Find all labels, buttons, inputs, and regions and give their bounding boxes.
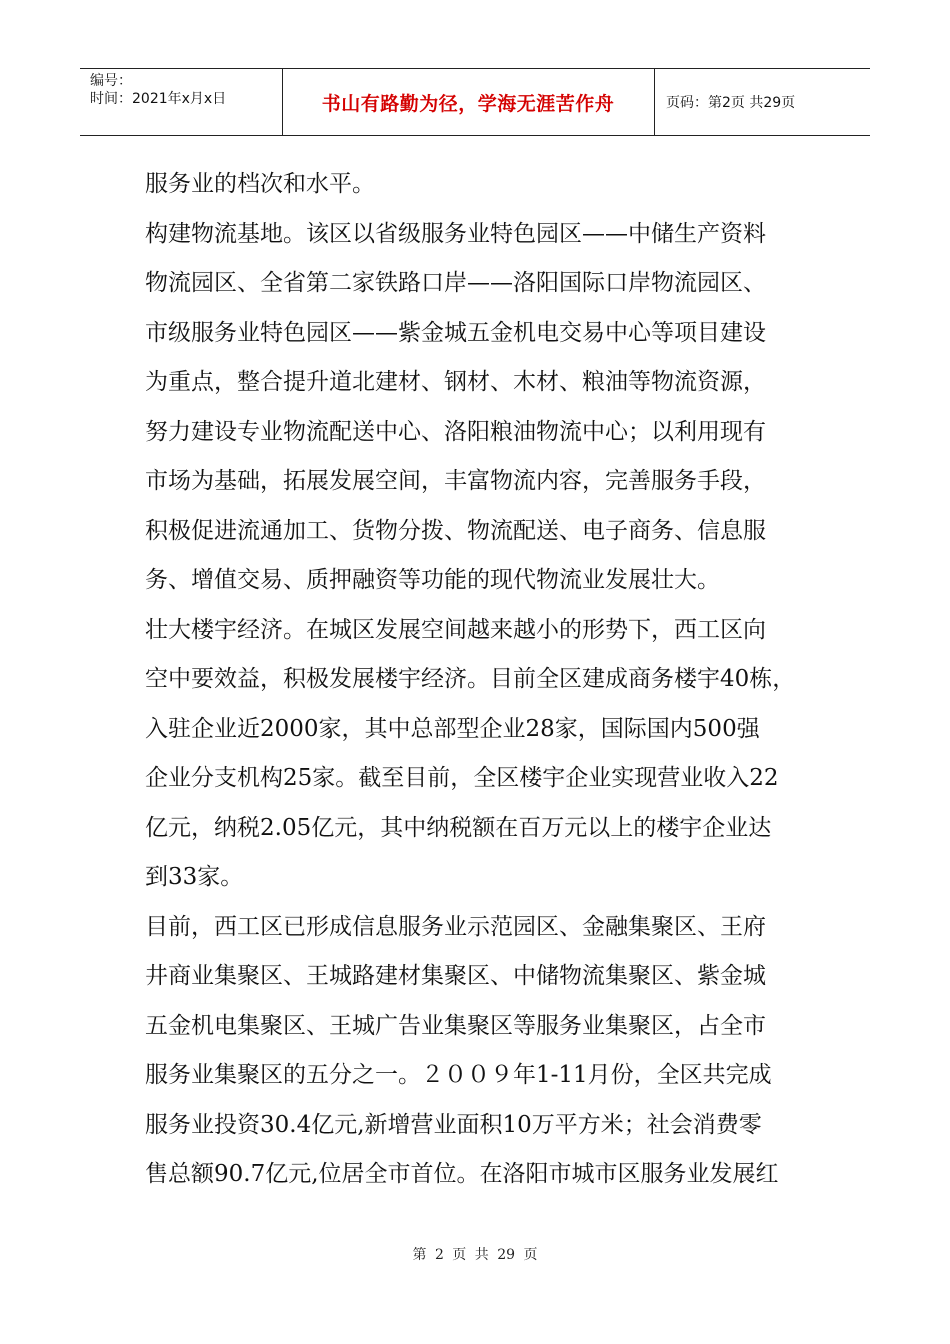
page-footer: 第 2 页 共 29 页 xyxy=(412,1247,538,1263)
body-line: 市场为基础，拓展发展空间，丰富物流内容，完善服务手段， xyxy=(145,468,766,494)
body-line: 到33家。 xyxy=(145,864,244,890)
body-line: 空中要效益，积极发展楼宇经济。目前全区建成商务楼宇40栋， xyxy=(145,666,796,692)
document-number-label: 编号： xyxy=(90,73,132,89)
body-line: 入驻企业近2000家，其中总部型企业28家，国际国内500强 xyxy=(145,715,760,742)
body-line: 物流园区、全省第二家铁路口岸——洛阳国际口岸物流园区、 xyxy=(145,270,766,296)
document-body xyxy=(145,160,815,1200)
body-line: 服务业的档次和水平。 xyxy=(145,171,375,197)
body-line: 五金机电集聚区、王城广告业集聚区等服务业集聚区，占全市 xyxy=(145,1012,766,1039)
body-line: 务、增值交易、质押融资等功能的现代物流业发展壮大。 xyxy=(145,567,720,593)
body-line: 积极促进流通加工、货物分拨、物流配送、电子商务、信息服 xyxy=(145,517,766,544)
body-line: 企业分支机构25家。截至目前，全区楼宇企业实现营业收入22 xyxy=(145,765,779,791)
body-line: 为重点，整合提升道北建材、钢材、木材、粮油等物流资源， xyxy=(145,369,766,395)
body-line: 市级服务业特色园区——紫金城五金机电交易中心等项目建设 xyxy=(145,319,766,346)
body-line: 壮大楼宇经济。在城区发展空间越来越小的形势下，西工区向 xyxy=(145,616,766,643)
body-line: 井商业集聚区、王城路建材集聚区、中储物流集聚区、紫金城 xyxy=(145,963,766,989)
body-line: 努力建设专业物流配送中心、洛阳粮油物流中心；以利用现有 xyxy=(145,418,766,445)
header-meta xyxy=(80,69,282,135)
page-header xyxy=(80,68,870,136)
body-line: 亿元，纳税2.05亿元，其中纳税额在百万元以上的楼宇企业达 xyxy=(145,814,772,841)
body-line: 构建物流基地。该区以省级服务业特色园区——中储生产资料 xyxy=(145,220,766,247)
body-line: 售总额90.7亿元,位居全市首位。在洛阳市城市区服务业发展红 xyxy=(145,1161,779,1187)
body-line: 服务业集聚区的五分之一。２００９年1-11月份，全区共完成 xyxy=(145,1062,772,1088)
body-line: 服务业投资30.4亿元,新增营业面积10万平方米；社会消费零 xyxy=(145,1111,762,1138)
header-page-info: 页码：第2页 共29页 xyxy=(666,95,796,111)
body-line: 目前，西工区已形成信息服务业示范园区、金融集聚区、王府 xyxy=(145,913,766,940)
document-time-label: 时间：2021年x月x日 xyxy=(90,91,227,107)
header-motto: 书山有路勤为径，学海无涯苦作舟 xyxy=(321,92,615,115)
